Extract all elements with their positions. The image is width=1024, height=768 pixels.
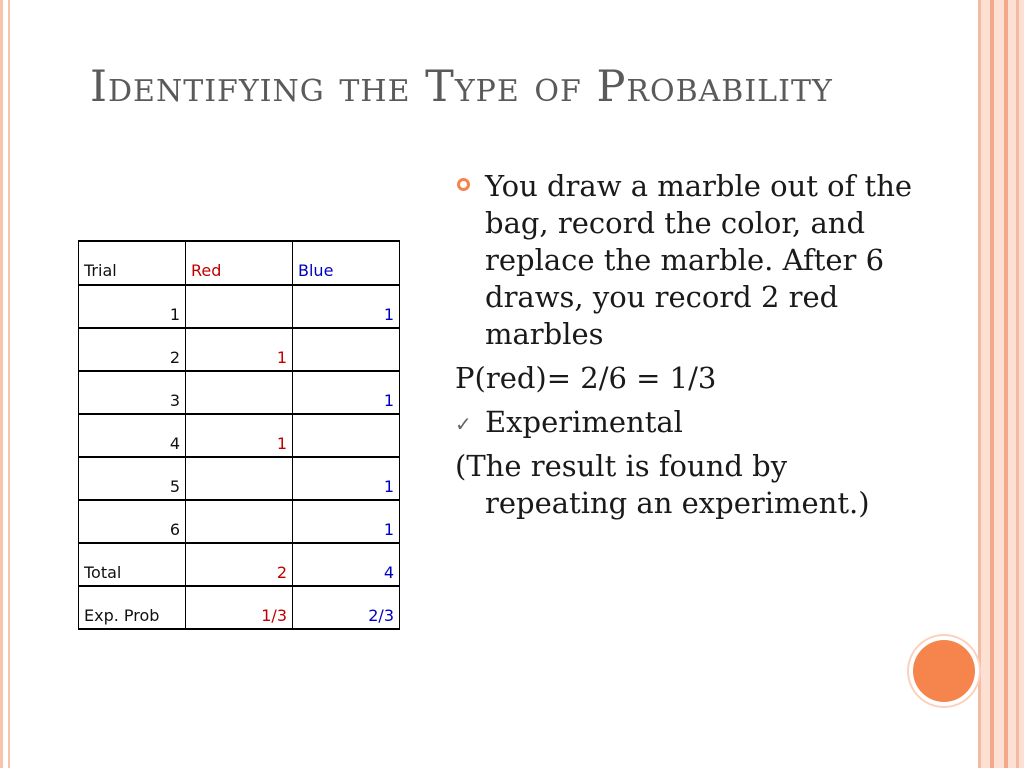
table-row [79, 457, 400, 500]
cell-blue: 1 [293, 500, 400, 543]
cell-red: 1 [186, 328, 293, 371]
frame-left-outer [0, 0, 3, 768]
bullet-item [455, 168, 925, 353]
table-row [79, 371, 400, 414]
cell-trial: 6 [79, 500, 186, 543]
formula-line [455, 360, 925, 397]
check-text: Experimental [485, 405, 683, 439]
cell-blue: 1 [293, 285, 400, 328]
frame-left-inner [8, 0, 10, 768]
cell-blue [293, 414, 400, 457]
header-blue: Blue [293, 241, 400, 285]
check-item [455, 404, 925, 441]
table-total-row [79, 543, 400, 586]
cell-total-blue: 4 [293, 543, 400, 586]
table-row [79, 500, 400, 543]
cell-blue: 1 [293, 371, 400, 414]
cell-expprob-label: Exp. Prob [79, 586, 186, 629]
table-header-row [79, 241, 400, 285]
table-row [79, 328, 400, 371]
note-text: (The result is found by repeating an experiment.) [455, 449, 870, 520]
note-line [455, 448, 925, 522]
slide-content [455, 168, 925, 522]
cell-expprob-blue: 2/3 [293, 586, 400, 629]
cell-trial: 2 [79, 328, 186, 371]
checkmark-icon: ✓ [455, 412, 472, 436]
header-red: Red [186, 241, 293, 285]
cell-red [186, 285, 293, 328]
cell-blue: 1 [293, 457, 400, 500]
frame-right-line [978, 0, 981, 768]
frame-right-line [1004, 0, 1008, 768]
cell-trial: 1 [79, 285, 186, 328]
cell-red: 1 [186, 414, 293, 457]
cell-red [186, 371, 293, 414]
formula-text: P(red)= 2/6 = 1/3 [455, 361, 717, 395]
table-row [79, 414, 400, 457]
cell-total-label: Total [79, 543, 186, 586]
cell-trial: 5 [79, 457, 186, 500]
orange-circle-bullet-icon [457, 178, 470, 191]
slide-title: Identifying the Type of Probability [90, 62, 833, 112]
cell-red [186, 500, 293, 543]
cell-total-red: 2 [186, 543, 293, 586]
cell-red [186, 457, 293, 500]
bullet-text: You draw a marble out of the bag, record the color, and replace the marble. After 6 draws, you record 2 red marbles [485, 169, 913, 351]
frame-right-line [990, 0, 994, 768]
cell-trial: 3 [79, 371, 186, 414]
header-trial: Trial [79, 241, 186, 285]
trials-table [78, 240, 400, 630]
cell-blue [293, 328, 400, 371]
orange-dot-icon [913, 640, 975, 702]
cell-trial: 4 [79, 414, 186, 457]
cell-expprob-red: 1/3 [186, 586, 293, 629]
table-expprob-row [79, 586, 400, 629]
table-row [79, 285, 400, 328]
frame-right-line [1016, 0, 1019, 768]
